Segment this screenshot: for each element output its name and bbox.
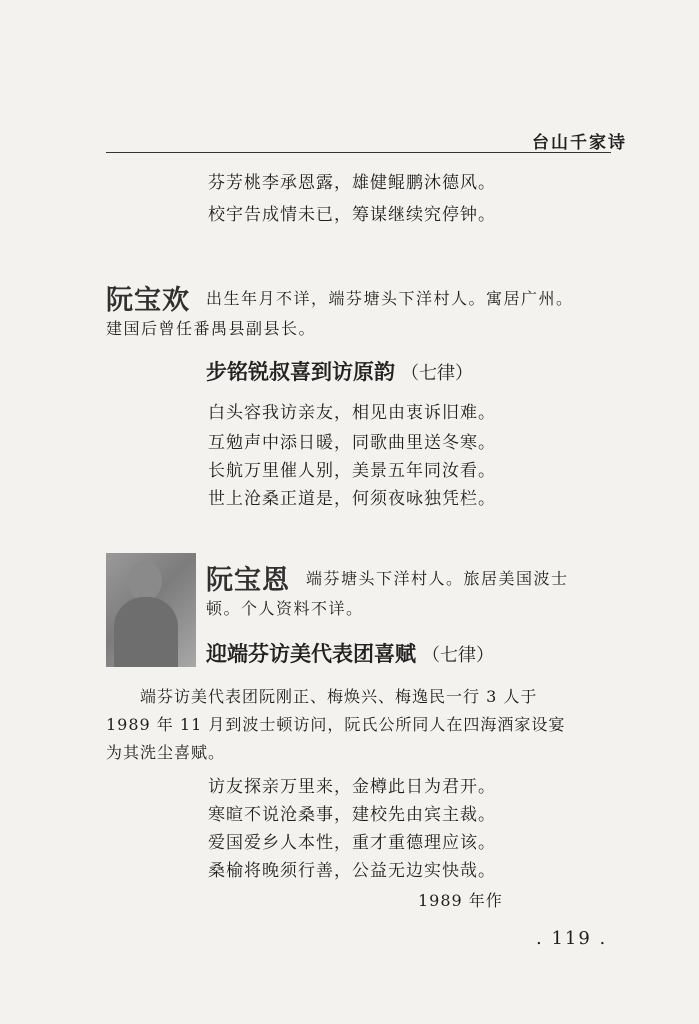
header-rule	[106, 152, 611, 153]
author-bio: 建国后曾任番禺县副县长。	[106, 319, 317, 338]
author-name: 阮宝恩	[206, 565, 290, 596]
poem-line: 访友探亲万里来，金樽此日为君开。	[208, 777, 496, 797]
author-bio: 端芬塘头下洋村人。旅居美国波士	[306, 569, 569, 588]
poem-line: 互勉声中添日暖，同歌曲里送冬寒。	[208, 433, 496, 453]
poem-title-text: 迎端芬访美代表团喜赋	[206, 642, 416, 666]
poem-line: 寒暄不说沧桑事，建校先由宾主裁。	[208, 805, 496, 825]
preface-text: 端芬访美代表团阮刚正、梅焕兴、梅逸民一行 3 人于	[140, 687, 538, 706]
date-note: 1989 年作	[418, 891, 503, 910]
poem-line: 爱国爱乡人本性，重才重德理应该。	[208, 833, 496, 853]
poem-title	[206, 638, 494, 668]
author-bio: 顿。个人资料不详。	[206, 599, 364, 618]
poem-title	[206, 356, 473, 386]
poem-form: （七律）	[401, 363, 473, 384]
author-photo	[106, 553, 196, 667]
poem-title-text: 步铭锐叔喜到访原韵	[206, 360, 395, 384]
poem-line: 白头容我访亲友，相见由衷诉旧难。	[208, 403, 496, 423]
photo-head	[128, 561, 162, 601]
poem-line: 世上沧桑正道是，何须夜咏独凭栏。	[208, 489, 496, 509]
page-number: . 119 .	[536, 928, 608, 949]
poem-line: 长航万里催人别，美景五年同汝看。	[208, 461, 496, 481]
poem-line: 芬芳桃李承恩露，雄健鲲鹏沐德风。	[208, 173, 496, 193]
author-name: 阮宝欢	[106, 285, 190, 316]
poem-line: 桑榆将晚须行善，公益无边实快哉。	[208, 861, 496, 881]
author-bio: 出生年月不详，端芬塘头下洋村人。寓居广州。	[206, 289, 574, 308]
preface-text: 1989 年 11 月到波士顿访问，阮氏公所同人在四海酒家设宴	[106, 715, 566, 734]
poem-line: 校宇告成情未已，筹谋继续究停钟。	[208, 205, 496, 225]
preface-text: 为其洗尘喜赋。	[106, 743, 226, 762]
photo-body	[114, 597, 178, 667]
running-title: 台山千家诗	[532, 133, 627, 153]
poem-form: （七律）	[422, 645, 494, 666]
